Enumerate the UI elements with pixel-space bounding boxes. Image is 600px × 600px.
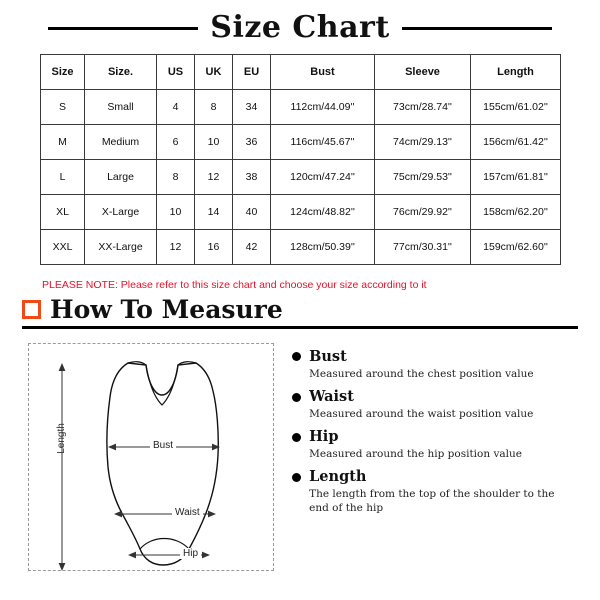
table-row <box>41 125 561 160</box>
table-cell: 159cm/62.60'' <box>471 230 561 265</box>
header-rule-right <box>402 27 552 30</box>
definition-title: Bust <box>309 348 347 365</box>
size-table-wrap <box>0 48 600 265</box>
table-cell: 6 <box>157 125 195 160</box>
definition-heading <box>292 349 586 365</box>
table-header-row <box>41 55 561 90</box>
definition-heading <box>292 389 586 405</box>
table-cell: 156cm/61.42'' <box>471 125 561 160</box>
how-to-measure-title: How To Measure <box>50 295 283 324</box>
table-cell: XXL <box>41 230 85 265</box>
measure-definitions <box>284 335 600 585</box>
table-cell: 36 <box>233 125 271 160</box>
table-row <box>41 230 561 265</box>
definition-heading <box>292 469 586 485</box>
table-cell: 155cm/61.02'' <box>471 90 561 125</box>
table-cell: 10 <box>195 125 233 160</box>
dot-bullet-icon <box>292 473 301 482</box>
table-cell: 120cm/47.24'' <box>271 160 375 195</box>
definition-title: Waist <box>309 388 354 406</box>
definition-length <box>292 469 586 515</box>
table-cell: 75cm/29.53'' <box>375 160 471 195</box>
table-cell: 8 <box>195 90 233 125</box>
table-row <box>41 160 561 195</box>
header-rule-left <box>48 27 198 30</box>
column-header: US <box>157 55 195 90</box>
table-cell: 157cm/61.81'' <box>471 160 561 195</box>
table-cell: 124cm/48.82'' <box>271 195 375 230</box>
figure-label-bust: Bust <box>150 440 176 451</box>
column-header: Size <box>41 55 85 90</box>
definition-waist <box>292 389 586 421</box>
definition-description: The length from the top of the shoulder to the end of the hip <box>309 488 555 515</box>
table-cell: 12 <box>157 230 195 265</box>
table-cell: 14 <box>195 195 233 230</box>
table-cell: 116cm/45.67'' <box>271 125 375 160</box>
dot-bullet-icon <box>292 352 301 361</box>
definition-hip <box>292 429 586 461</box>
table-cell: 128cm/50.39'' <box>271 230 375 265</box>
body-figure-illustration <box>0 335 290 585</box>
column-header: UK <box>195 55 233 90</box>
table-cell: 40 <box>233 195 271 230</box>
figure-label-hip: Hip <box>180 548 201 559</box>
column-header: Sleeve <box>375 55 471 90</box>
column-header: EU <box>233 55 271 90</box>
size-note: PLEASE NOTE: Please refer to this size chart and choose your size according to it <box>42 279 427 291</box>
measure-section <box>0 329 600 585</box>
definition-title: Length <box>309 468 367 486</box>
table-cell: Large <box>85 160 157 195</box>
page-title: Size Chart <box>210 10 390 45</box>
column-header: Bust <box>271 55 375 90</box>
table-cell: 4 <box>157 90 195 125</box>
table-cell: 158cm/62.20'' <box>471 195 561 230</box>
table-cell: M <box>41 125 85 160</box>
figure-label-length: Length <box>55 423 67 454</box>
table-cell: 77cm/30.31'' <box>375 230 471 265</box>
definition-title: Hip <box>309 428 339 446</box>
table-cell: Medium <box>85 125 157 160</box>
table-cell: 16 <box>195 230 233 265</box>
square-bullet-icon <box>22 300 41 319</box>
table-cell: 38 <box>233 160 271 195</box>
definition-description: Measured around the chest position value <box>309 367 534 380</box>
table-cell: XL <box>41 195 85 230</box>
definition-heading <box>292 429 586 445</box>
table-cell: 76cm/29.92'' <box>375 195 471 230</box>
table-row <box>41 195 561 230</box>
table-cell: 12 <box>195 160 233 195</box>
definition-description: Measured around the hip position value <box>309 448 522 461</box>
table-cell: 34 <box>233 90 271 125</box>
size-table <box>40 54 561 265</box>
table-cell: 10 <box>157 195 195 230</box>
table-row <box>41 90 561 125</box>
definition-bust <box>292 349 586 381</box>
table-cell: Small <box>85 90 157 125</box>
measure-figure <box>0 335 284 585</box>
dot-bullet-icon <box>292 433 301 442</box>
column-header: Size. <box>85 55 157 90</box>
table-cell: S <box>41 90 85 125</box>
table-cell: L <box>41 160 85 195</box>
table-cell: XX-Large <box>85 230 157 265</box>
figure-label-waist: Waist <box>172 507 203 518</box>
table-cell: 73cm/28.74'' <box>375 90 471 125</box>
dot-bullet-icon <box>292 393 301 402</box>
size-chart-header <box>0 0 600 48</box>
table-cell: X-Large <box>85 195 157 230</box>
table-cell: 74cm/29.13'' <box>375 125 471 160</box>
column-header: Length <box>471 55 561 90</box>
table-cell: 8 <box>157 160 195 195</box>
table-cell: 42 <box>233 230 271 265</box>
table-cell: 112cm/44.09'' <box>271 90 375 125</box>
how-to-measure-header <box>0 291 600 322</box>
definition-description: Measured around the waist position value <box>309 408 534 421</box>
